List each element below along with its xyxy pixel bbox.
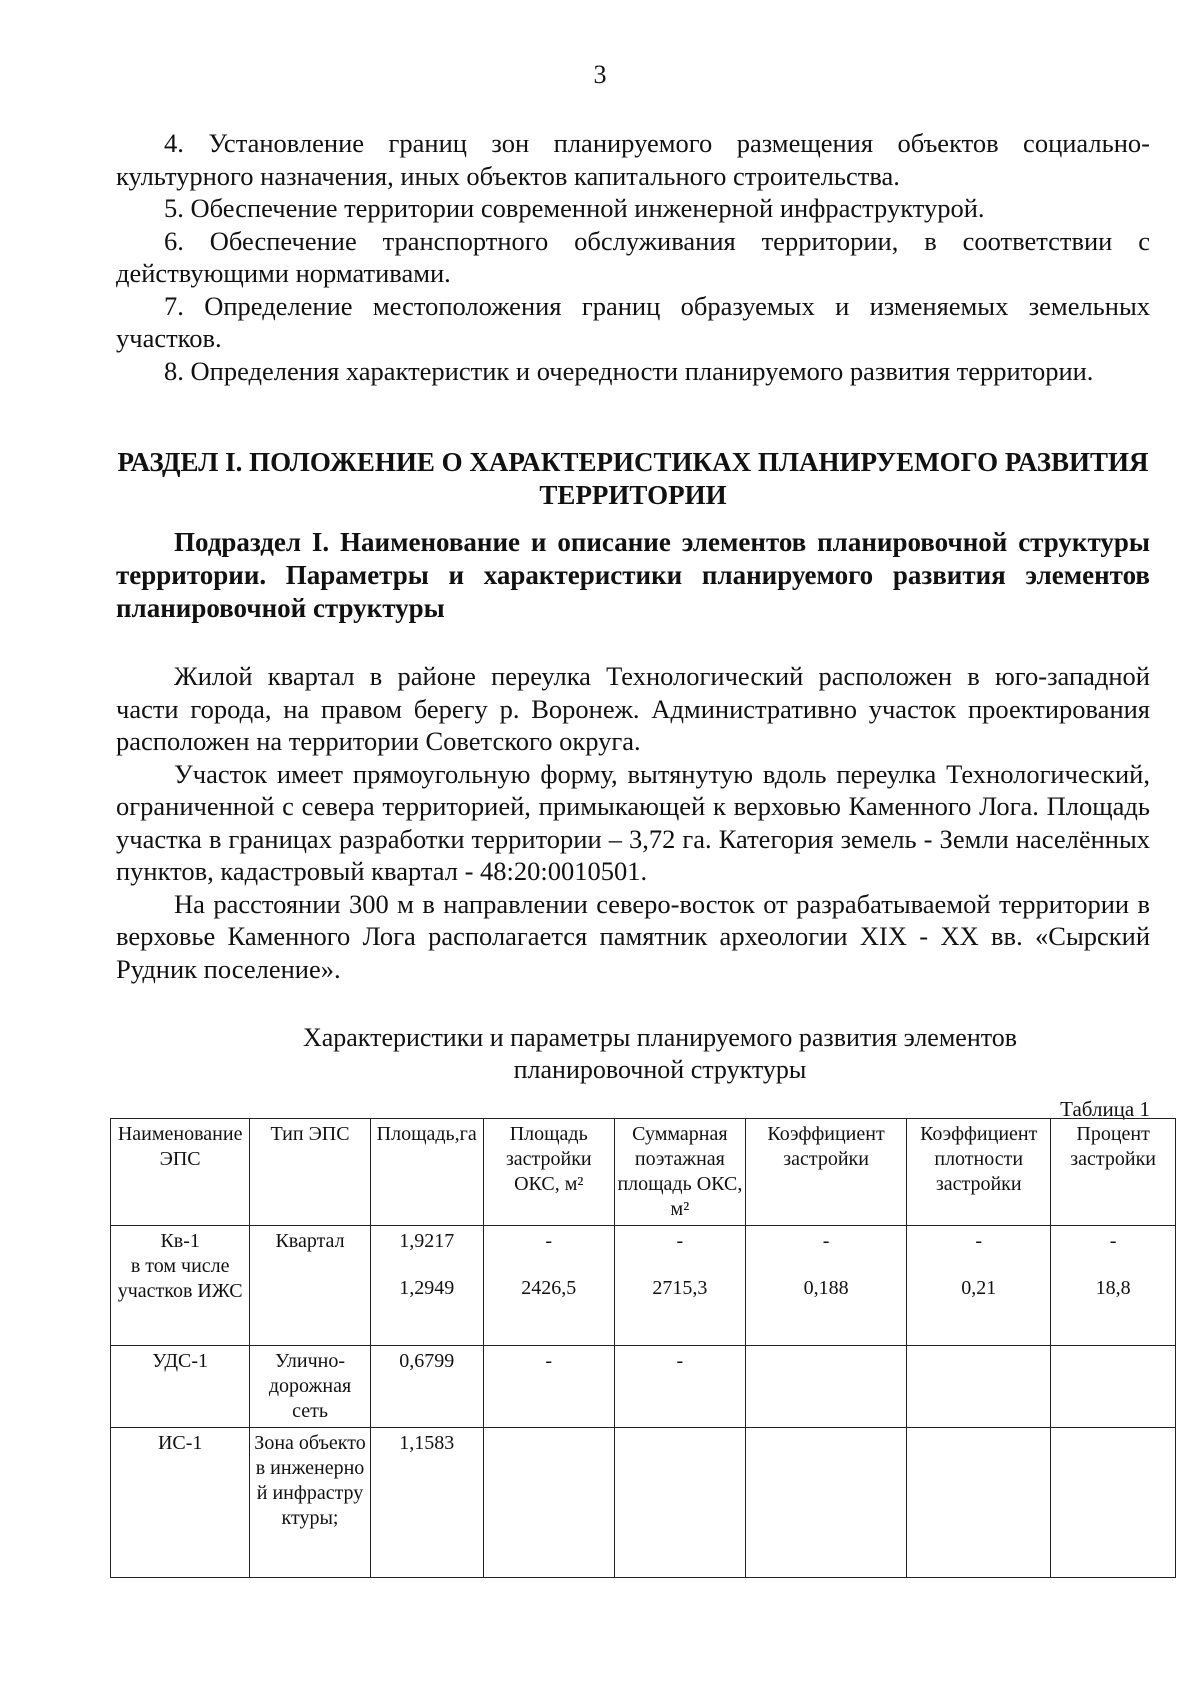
paragraph: Жилой квартал в районе переулка Технологический расположен в юго-западной части города, на правом берегу р. Воронеж. Административно участок проектирования расположен на территории Советского округа.	[116, 661, 1150, 756]
table-row	[111, 1226, 1176, 1346]
table-label: Таблица 1	[1060, 1097, 1150, 1121]
list-item: 5. Обеспечение территории современной инженерной инфраструктурой.	[164, 193, 985, 223]
cell-type: Улично-дорожная сеть	[250, 1346, 370, 1428]
cell-kz	[745, 1346, 906, 1428]
cell-type: Зона объектов инженерной инфраструктуры;	[250, 1428, 370, 1578]
cell-area: 0,6799	[370, 1346, 483, 1428]
cell-value: -	[676, 1230, 684, 1252]
cell-floor-area	[614, 1428, 745, 1578]
cell-area: 1,1583	[370, 1428, 483, 1578]
cell-name: УДС-1	[111, 1346, 250, 1428]
cell-pct	[1051, 1226, 1176, 1346]
table-caption: Характеристики и параметры планируемого развития элементов планировочной структуры	[302, 1023, 1018, 1084]
cell-area	[370, 1226, 483, 1346]
column-header: Наименование ЭПС	[111, 1119, 250, 1226]
cell-value: -	[822, 1230, 830, 1252]
cell-kz	[745, 1428, 906, 1578]
column-header: Тип ЭПС	[250, 1119, 370, 1226]
cell-name: ИС-1	[111, 1428, 250, 1578]
cell-sub-value: 18,8	[1095, 1277, 1131, 1299]
cell-value: 1,9217	[399, 1230, 455, 1252]
cell-sub-value: 0,188	[803, 1277, 849, 1299]
list-item: 8. Определения характеристик и очередности планируемого развития территории.	[164, 355, 1094, 386]
cell-kpz	[907, 1226, 1051, 1346]
cell-value: -	[975, 1230, 983, 1252]
list-item: 4. Установление границ зон планируемого размещения объектов социально-культурного назначения, иных объектов капитального строительства.	[116, 128, 1150, 191]
cell-value: -	[545, 1230, 553, 1252]
cell-sub-value: 2426,5	[521, 1277, 577, 1299]
table-row	[111, 1346, 1176, 1428]
cell-floor-area	[614, 1226, 745, 1346]
section-title: РАЗДЕЛ I. ПОЛОЖЕНИЕ О ХАРАКТЕРИСТИКАХ ПЛАНИРУЕМОГО РАЗВИТИЯ ТЕРРИТОРИИ	[117, 447, 1149, 510]
cell-kz	[745, 1226, 906, 1346]
cell-name	[111, 1226, 250, 1346]
page-number: 3	[593, 60, 607, 89]
list-item: 7. Определение местоположения границ образуемых и изменяемых земельных участков.	[116, 290, 1150, 353]
eps-table	[110, 1118, 1176, 1578]
description-text	[116, 660, 1150, 985]
cell-built-area: -	[483, 1346, 614, 1428]
cell-sub-value: 1,2949	[399, 1277, 455, 1299]
paragraph: На расстоянии 300 м в направлении северо-восток от разрабатываемой территории в верховье Каменного Лога располагается памятник археологии XIX - XX вв. «Сырский Рудник поселение».	[116, 888, 1150, 984]
cell-sub-value: 2715,3	[652, 1277, 708, 1299]
cell-value: -	[1109, 1230, 1117, 1252]
column-header: Площадь застройки ОКС, м²	[483, 1119, 614, 1226]
column-header: Площадь,га	[370, 1119, 483, 1226]
cell-sub-value: 0,21	[961, 1277, 997, 1299]
cell-pct	[1051, 1346, 1176, 1428]
list-item: 6. Обеспечение транспортного обслуживания территории, в соответствии с действующими нормативами.	[116, 225, 1150, 288]
cell-type: Квартал	[250, 1226, 370, 1346]
paragraph: Участок имеет прямоугольную форму, вытянутую вдоль переулка Технологический, ограниченной с севера территорией, примыкающей к верховью Каменного Лога. Площадь участка в границах разработки территории – 3,72 га. Категория земель - Земли населённых пунктов, кадастровый квартал - 48:20:0010501.	[116, 758, 1150, 886]
cell-built-area	[483, 1226, 614, 1346]
cell-floor-area: -	[614, 1346, 745, 1428]
cell-kpz	[907, 1346, 1051, 1428]
cell-note: в том числе участков ИЖС	[117, 1255, 243, 1302]
column-header: Коэффициент застройки	[745, 1119, 906, 1226]
cell-kpz	[907, 1428, 1051, 1578]
column-header: Процент застройки	[1051, 1119, 1176, 1226]
column-header: Коэффициент плотности застройки	[907, 1119, 1051, 1226]
cell-value: Кв-1	[160, 1230, 200, 1252]
subsection-title: Подраздел I. Наименование и описание элементов планировочной структуры территории. Параметры и характеристики планируемого развития элементов планировочной структуры	[116, 527, 1150, 623]
cell-pct	[1051, 1428, 1176, 1578]
goals-list	[116, 127, 1150, 387]
cell-built-area	[483, 1428, 614, 1578]
table-header-row	[111, 1119, 1176, 1226]
table-row	[111, 1428, 1176, 1578]
column-header: Суммарная поэтажная площадь ОКС, м²	[614, 1119, 745, 1226]
